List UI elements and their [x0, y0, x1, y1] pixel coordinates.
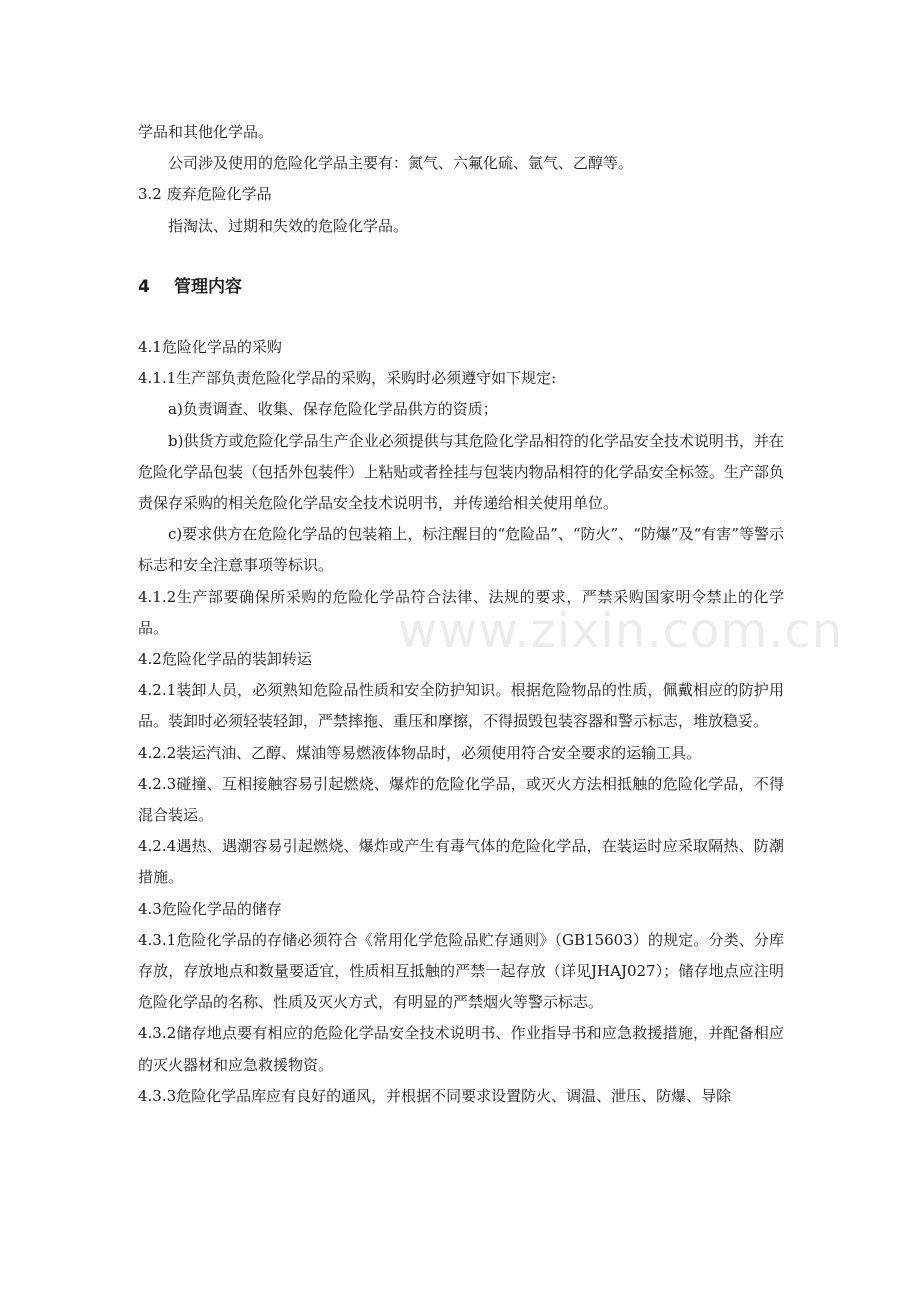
para-4-3-2: 4.3.2储存地点要有相应的危险化学品安全技术说明书、作业指导书和应急救援措施，并配备相应的灭火器材和应急救援物资。 [138, 1024, 784, 1074]
line-continuation: 学品和其他化学品。 [138, 123, 274, 141]
section-4-heading [138, 272, 784, 303]
para-4-2-2: 4.2.2装运汽油、乙醇、煤油等易燃液体物品时，必须使用符合安全要求的运输工具。 [138, 743, 702, 762]
para-4-2-3: 4.2.3碰撞、互相接触容易引起燃烧、爆炸的危险化学品，或灭火方法相抵触的危险化学品，不得混合装运。 [138, 774, 784, 825]
para-4-3-3: 4.3.3危险化学品库应有良好的通风，并根据不同要求设置防火、调温、泄压、防爆、导除 [138, 1086, 732, 1105]
watermark: www.zixin.com.cn [398, 603, 844, 659]
line-chemicals-list: 公司涉及使用的危险化学品主要有：氮气、六氟化硫、氩气、乙醇等。 [168, 154, 634, 173]
section-3-2-text: 指淘汰、过期和失效的危险化学品。 [168, 216, 409, 235]
section-4-title: 管理内容 [174, 276, 242, 297]
section-3-2-title: 3.2 废弃危险化学品 [138, 185, 272, 204]
document-body [138, 117, 784, 1112]
para-4-1-1: 4.1.1生产部负责危险化学品的采购，采购时必须遵守如下规定: [138, 369, 557, 388]
para-4-2-4: 4.2.4遇热、遇潮容易引起燃烧、爆炸或产生有毒气体的危险化学品，在装运时应采取隔热、防潮措施。 [138, 837, 784, 887]
section-4-2-title: 4.2危险化学品的装卸转运 [138, 650, 312, 669]
para-4-3-1: 4.3.1危险化学品的存储必须符合《常用化学危险品贮存通则》（GB15603）的规定。分类、分库存放，存放地点和数量要适宜，性质相互抵触的严禁一起存放（详见JHAJ027）；储存地点应注明危险化学品的名称、性质及灭火方式，有明显的严禁烟火等警示标志。 [138, 930, 784, 1012]
para-4-1-1-a: a)负责调查、收集、保存危险化学品供方的资质； [168, 400, 498, 419]
section-4-3-title: 4.3危险化学品的储存 [138, 899, 282, 918]
para-4-2-1: 4.2.1装卸人员，必须熟知危险品性质和安全防护知识。根据危险物品的性质，佩戴相应的防护用品。装卸时必须轻装轻卸，严禁摔拖、重压和摩擦，不得损毁包装容器和警示标志，堆放稳妥。 [138, 681, 784, 731]
section-4-1-title: 4.1危险化学品的采购 [138, 338, 282, 357]
para-4-1-1-c: c)要求供方在危险化学品的包装箱上，标注醒目的“危险品”、“防火”、“防爆”及“有害”等警示标志和安全注意事项等标识。 [138, 525, 784, 575]
para-4-1-1-b: b)供货方或危险化学品生产企业必须提供与其危险化学品相符的化学品安全技术说明书，并在危险化学品包装（包括外包装件）上粘贴或者拴挂与包装内物品相符的化学品安全标签。生产部负责保存采购的相关危险化学品安全技术说明书，并传递给相关使用单位。 [138, 431, 784, 513]
section-4-number: 4 [138, 276, 150, 297]
para-4-1-2: 4.1.2生产部要确保所采购的危险化学品符合法律、法规的要求，严禁采购国家明令禁止的化学品。 [138, 587, 784, 637]
